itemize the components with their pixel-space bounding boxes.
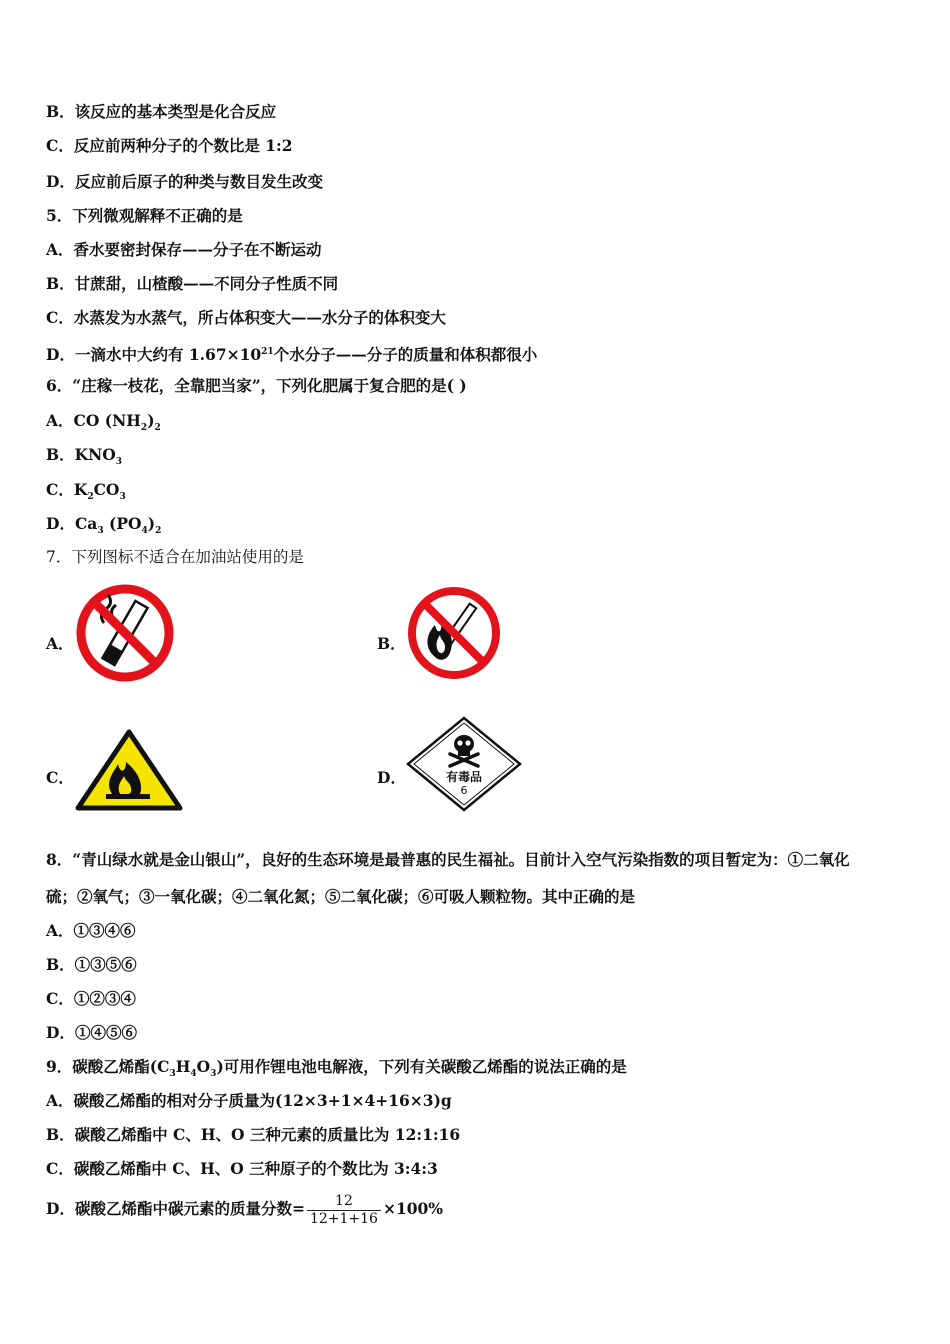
q6-option-d: D．$Ca_3$ $(PO_4)_2$ xyxy=(46,514,162,537)
q8-option-b: B．①③⑤⑥ xyxy=(46,955,137,974)
q7-option-b-label: B． xyxy=(377,634,406,653)
q9-option-a: A．碳酸乙烯酯的相对分子质量为(12×3+1×4+16×3)g xyxy=(46,1091,452,1110)
q9-stem: 9．碳酸乙烯酯$(C_3H_4O_3)$可用作锂电池电解液，下列有关碳酸乙烯酯的说法正确的是 xyxy=(46,1057,627,1080)
toxic-sign-label: 有毒品 xyxy=(445,770,482,784)
q6-option-a: A．CO $(NH_2)_2$ xyxy=(46,411,161,434)
q4-option-b: B．该反应的基本类型是化合反应 xyxy=(46,102,277,121)
mass-fraction-formula: $\frac{12}{12+1+16}$ xyxy=(307,1193,381,1228)
q9-option-c: C．碳酸乙烯酯中 C、H、O 三种原子的个数比为 3:4:3 xyxy=(46,1159,438,1178)
toxic-sign-class-number: 6 xyxy=(460,784,468,797)
q4-option-c: C．反应前两种分子的个数比是 1:2 xyxy=(46,136,293,155)
no-smoking-sign-icon xyxy=(74,583,176,683)
skull-crossbones-icon xyxy=(406,716,522,812)
q7-stem: 7．下列图标不适合在加油站使用的是 xyxy=(46,548,304,566)
q8-stem-line2: 硫；②氧气；③一氧化碳；④二氧化氮；⑤二氧化碳；⑥可吸人颗粒物。其中正确的是 xyxy=(46,887,636,906)
q8-option-a: A．①③④⑥ xyxy=(46,921,136,940)
q6-stem: 6．“庄稼一枝花，全靠肥当家”，下列化肥属于复合肥的是( ) xyxy=(46,376,467,395)
q9-option-b: B．碳酸乙烯酯中 C、H、O 三种元素的质量比为 12:1:16 xyxy=(46,1125,461,1144)
q4-option-d: D．反应前后原子的种类与数目发生改变 xyxy=(46,172,323,191)
q5-option-b: B．甘蔗甜，山楂酸——不同分子性质不同 xyxy=(46,274,339,293)
q7-option-d-label: D． xyxy=(377,768,406,787)
q8-option-d: D．①④⑤⑥ xyxy=(46,1023,137,1042)
q7-option-a-label: A． xyxy=(46,634,74,653)
q5-option-d: D．一滴水中大约有 $1.67\times 10^{21}$个水分子——分子的质量和体积都很小 xyxy=(46,345,538,365)
no-open-flame-sign-icon xyxy=(405,585,503,681)
q5-option-c: C．水蒸发为水蒸气，所占体积变大——水分子的体积变大 xyxy=(46,308,446,327)
q7-option-c-label: C． xyxy=(46,768,74,787)
q6-option-b: B．$KNO_3$ xyxy=(46,445,123,468)
q9-option-d: D．碳酸乙烯酯中碳元素的质量分数= $\frac{12}{12+1+16}$ ×100% xyxy=(46,1192,444,1227)
flammable-warning-sign-icon xyxy=(74,728,184,812)
toxic-substance-sign xyxy=(406,716,522,812)
q8-stem-line1: 8．“青山绿水就是金山银山”，良好的生态环境是最普惠的民生福祉。目前计入空气污染指数的项目暂定为：①二氧化 xyxy=(46,850,850,869)
q5-option-a: A．香水要密封保存——分子在不断运动 xyxy=(46,240,322,259)
q6-option-c: C．$K_2CO_3$ xyxy=(46,480,126,503)
q5-stem: 5．下列微观解释不正确的是 xyxy=(46,206,243,225)
q8-option-c: C．①②③④ xyxy=(46,989,136,1008)
